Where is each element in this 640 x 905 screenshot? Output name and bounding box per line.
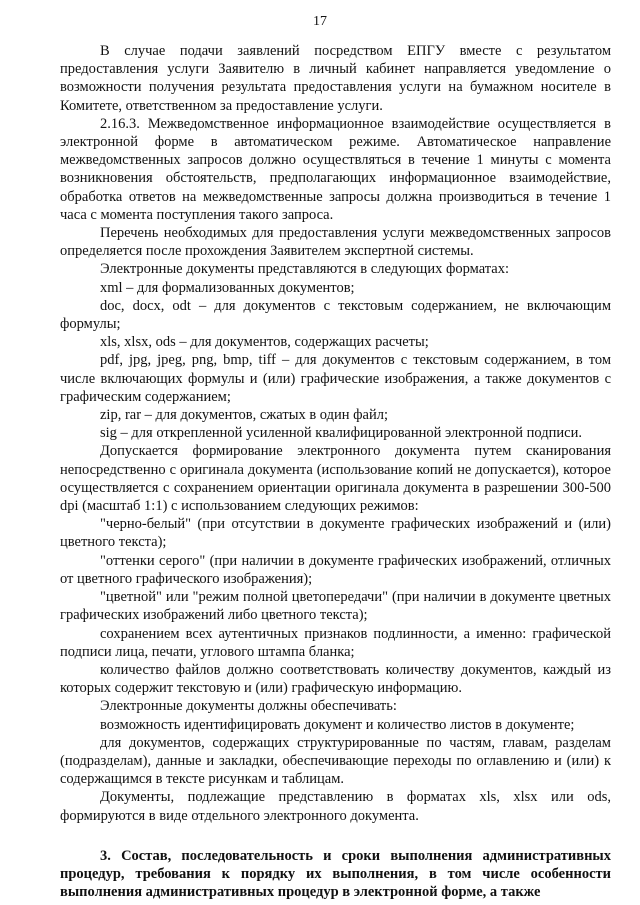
format-item-pdf: pdf, jpg, jpeg, png, bmp, tiff – для документов с текстовым содержанием, в том числе включающих формулы и (или) графические изображения, а также документов с графическим содержанием; — [60, 352, 611, 405]
format-item-doc: doc, docx, odt – для документов с текстовым содержанием, не включающим формулы; — [60, 297, 611, 333]
scan-mode-bw: "черно-белый" (при отсутствии в документе графических изображений и (или) цветного текста); — [60, 516, 611, 551]
section-3-heading: 3. Состав, последовательность и сроки выполнения административных процедур, требования к порядку их выполнения, в том числе особенности выполнения административных процедур в электронной форме, а также — [60, 847, 611, 901]
paragraph-scanning: Допускается формирование электронного документа путем сканирования непосредственно с оригинала документа (использование копий не допускается), которое осуществляется с сохранением ориентации оригинала документа в разрешении 300-500 dpi (масштаб 1:1) с использованием следующих режимов: — [60, 443, 611, 515]
scan-mode-grayscale: "оттенки серого" (при наличии в документе графических изображений, отличных от цветного графического изображения); — [60, 552, 611, 587]
requirement-bookmarks: для документов, содержащих структурированные по частям, главам, разделам (подразделам), данные и закладки, обеспечивающие переходы по оглавлению и (или) к содержащимся в тексте рисункам и таблицам. — [60, 734, 611, 788]
scan-authenticity: сохранением всех аутентичных признаков подлинности, а именно: графической подписи лица, печати, углового штампа бланка; — [60, 625, 611, 660]
scan-mode-color: "цветной" или "режим полной цветопередачи" (при наличии в документе цветных графических изображений либо цветного текста); — [60, 589, 611, 624]
format-item-zip: zip, rar – для документов, сжатых в один файл; — [100, 407, 389, 424]
paragraph-formats-intro: Электронные документы представляются в следующих форматах: — [100, 261, 509, 278]
page-body — [60, 42, 611, 901]
paragraph-epgu-notification: В случае подачи заявлений посредством ЕПГУ вместе с результатом предоставления услуги Заявителю в личный кабинет направляется уведомление о возможности получения результата предоставления услуги на бумажном носителе в Комитете, ответственном за предоставление услуги. — [60, 43, 611, 114]
page-number: 17 — [313, 14, 327, 29]
scan-file-count: количество файлов должно соответствовать количеству документов, каждый из которых содержит текстовую и (или) графическую информацию. — [60, 661, 611, 697]
requirement-identify: возможность идентифицировать документ и количество листов в документе; — [100, 716, 575, 733]
paragraph-request-list: Перечень необходимых для предоставления услуги межведомственных запросов определяется после прохождения Заявителем экспертной системы. — [60, 225, 611, 260]
paragraph-spreadsheets: Документы, подлежащие представлению в форматах xls, xlsx или ods, формируются в виде отдельного электронного документа. — [60, 789, 611, 824]
format-item-sig: sig – для открепленной усиленной квалифицированной электронной подписи. — [100, 425, 582, 442]
paragraph-2-16-3: 2.16.3. Межведомственное информационное взаимодействие осуществляется в электронной форме в автоматическом режиме. Автоматическое направление межведомственных запросов должно осуществляться в течение 1 минуты с момента возникновения обстоятельств, предполагающих информационное взаимодействие, обработка ответов на межведомственные запросы должна производиться в течение 1 часа с момента поступления такого запроса. — [60, 115, 611, 223]
format-item-xls: xls, xlsx, ods – для документов, содержащих расчеты; — [100, 334, 429, 351]
paragraph-requirements-intro: Электронные документы должны обеспечивать: — [100, 698, 397, 715]
format-item-xml: xml – для формализованных документов; — [100, 279, 355, 296]
